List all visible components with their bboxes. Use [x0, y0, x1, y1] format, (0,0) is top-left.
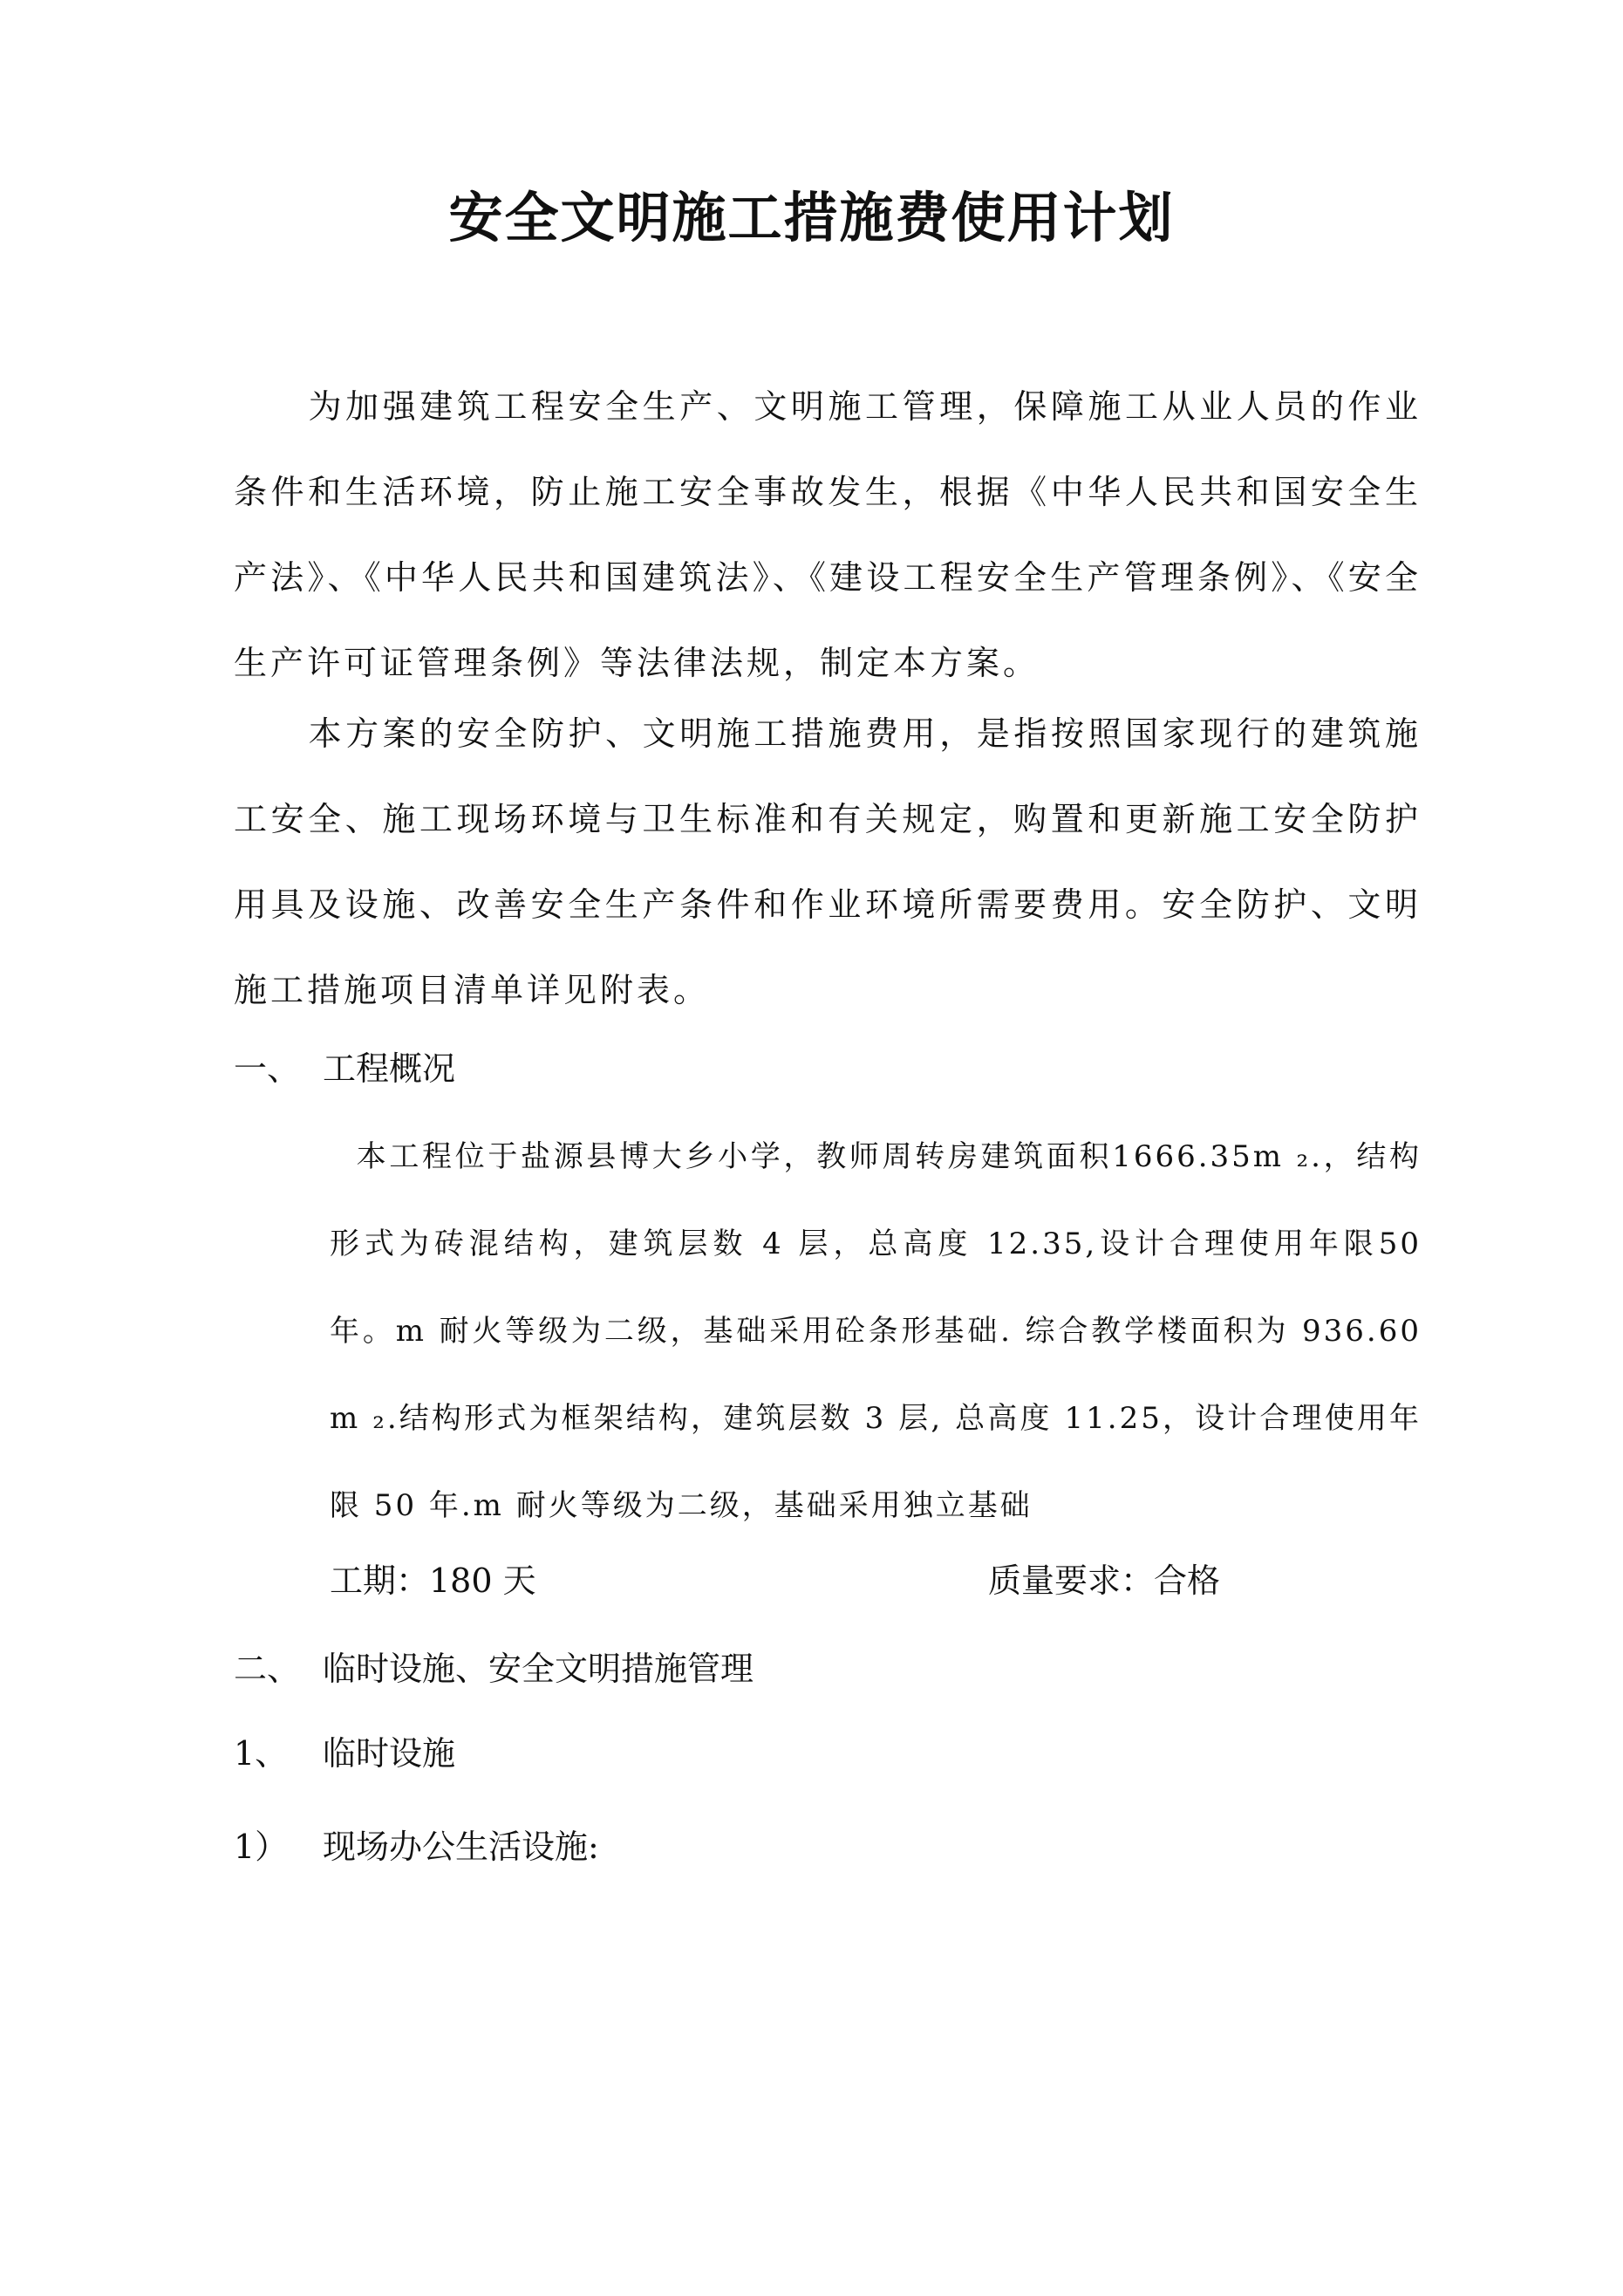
item-1-heading — [234, 1821, 599, 1873]
section-2-title: 临时设施、安全文明措施管理 — [323, 1650, 754, 1688]
intro-paragraph-1 — [234, 364, 1422, 706]
intro-paragraph-1-text: 为加强建筑工程安全生产、文明施工管理，保障施工从业人员的作业条件和生活环境，防止施工安全事故发生，根据《中华人民共和国安全生产法》、《中华人民共和国建筑法》、《建设工程安全生产管理条例》、《安全生产许可证管理条例》等法律法规，制定本方案。 — [234, 387, 1422, 682]
section-1-number: 一、 — [234, 1049, 301, 1088]
subsection-1-title: 临时设施 — [323, 1734, 456, 1773]
subsection-1-number: 1、 — [234, 1734, 289, 1773]
section-2-heading — [234, 1643, 754, 1695]
subsection-1-heading — [234, 1727, 455, 1780]
item-1-number: 1） — [234, 1828, 289, 1866]
construction-duration: 工期：180 天 — [330, 1561, 536, 1600]
item-1-title: 现场办公生活设施: — [323, 1828, 599, 1866]
intro-paragraph-2-text: 本方案的安全防护、文明施工措施费用，是指按照国家现行的建筑施工安全、施工现场环境与卫生标准和有关规定，购置和更新施工安全防护用具及设施、改善安全生产条件和作业环境所需要费用。安全防护、文明施工措施项目清单详见附表。 — [234, 714, 1422, 1009]
quality-requirement: 质量要求：合格 — [988, 1561, 1221, 1600]
project-overview-paragraph — [330, 1113, 1422, 1549]
section-1-title: 工程概况 — [323, 1049, 456, 1088]
section-2-number: 二、 — [234, 1650, 301, 1688]
project-overview-text: 本工程位于盐源县博大乡小学，教师周转房建筑面积1666.35m ₂.，结构形式为砖混结构，建筑层数 4 层，总高度 12.35,设计合理使用年限50 年。m 耐火等级为二级，基础采用砼条形基础. 综合教学楼面积为 936.60 m ₂.结构形式为框架结构，建筑层数 3 层, 总高度 11.25，设计合理使用年限 50 年.m 耐火等级为二级，基础采用独立基础 — [330, 1139, 1422, 1523]
document-title: 安全文明施工措施费使用计划 — [448, 186, 1175, 249]
intro-paragraph-2 — [234, 691, 1422, 1033]
section-1-heading — [234, 1042, 455, 1095]
